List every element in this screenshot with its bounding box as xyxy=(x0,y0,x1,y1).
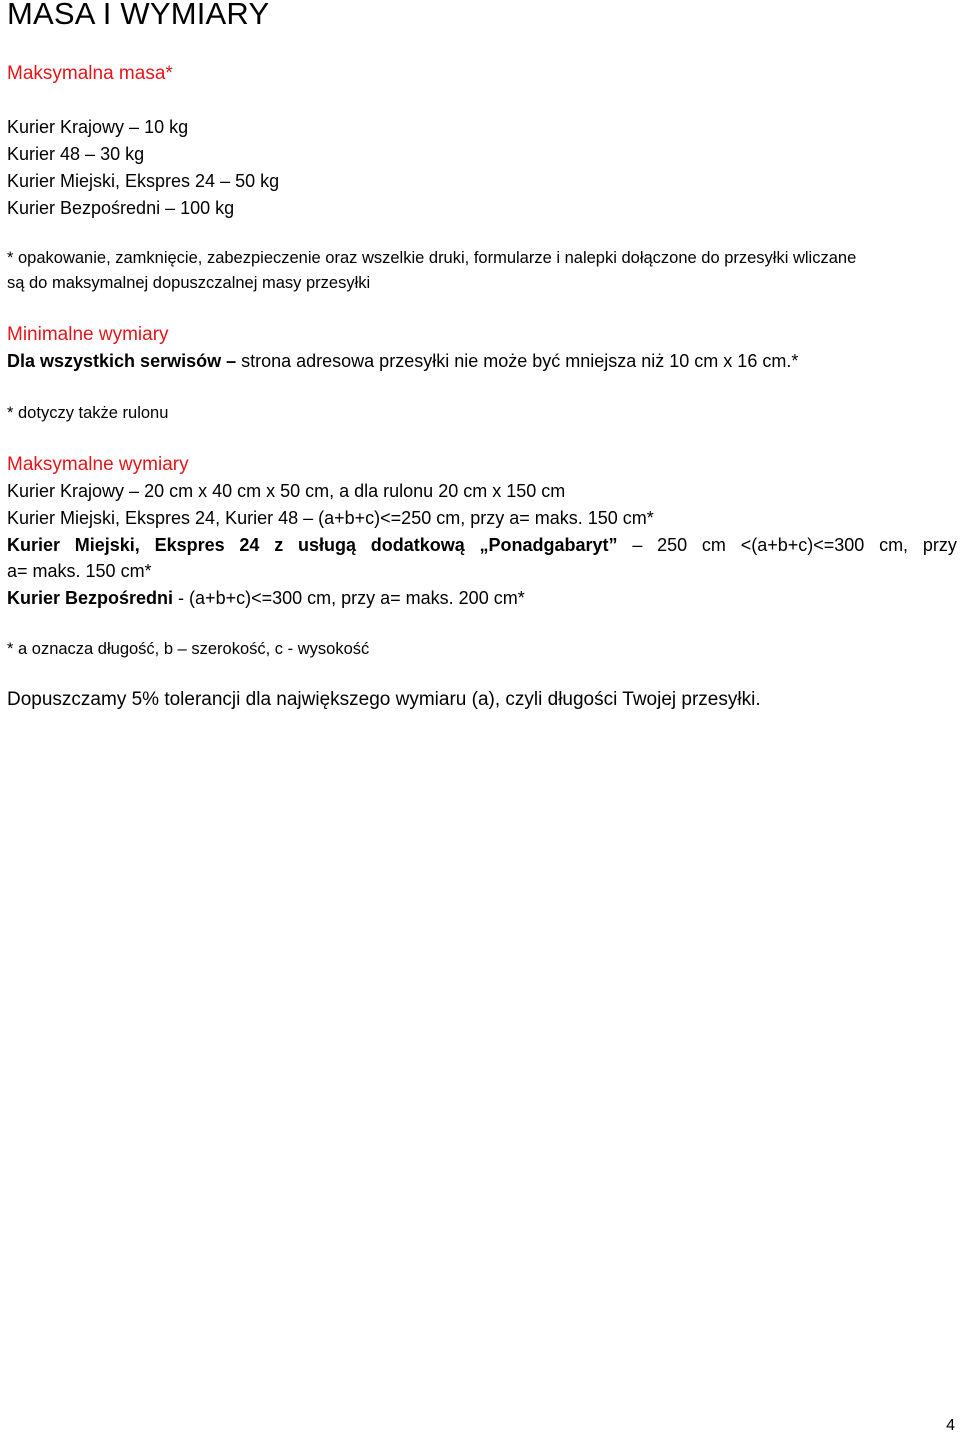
word: <(a+b+c)<=300 xyxy=(740,535,865,555)
word: 250 xyxy=(657,535,688,555)
word: dodatkową xyxy=(370,535,465,555)
mass-row-sep: – xyxy=(80,144,101,164)
max-dims-row xyxy=(7,478,565,504)
mass-row-sep: – xyxy=(215,171,236,191)
page-number: 4 xyxy=(946,1417,955,1434)
word: przy xyxy=(922,535,957,555)
mass-row-name: Kurier Krajowy xyxy=(7,117,125,137)
word: Kurier xyxy=(7,535,61,555)
min-dims-text: strona adresowa przesyłki nie może być mniejsza niż 10 cm x 16 cm.* xyxy=(241,351,799,371)
max-dims-row-sep: - xyxy=(173,588,190,608)
max-dims-row-name: Kurier Miejski, Ekspres 24, Kurier 48 xyxy=(7,508,299,528)
mass-row-value: 30 kg xyxy=(100,144,145,164)
min-dims-heading: Minimalne wymiary xyxy=(7,324,169,345)
word: cm, xyxy=(879,535,909,555)
max-dims-note: * a oznacza długość, b – szerokość, c - wysokość xyxy=(7,640,370,658)
mass-row-value: 50 kg xyxy=(235,171,280,191)
word: 24 xyxy=(239,535,260,555)
max-dims-row xyxy=(7,585,525,611)
max-dims-row-justified xyxy=(7,532,957,558)
max-dims-row-value: 20 cm x 40 cm x 50 cm, a dla rulonu 20 cm x 150 cm xyxy=(144,481,566,501)
word: usługą xyxy=(297,535,356,555)
mass-row-name: Kurier Miejski, Ekspres 24 xyxy=(7,171,216,191)
max-dims-row-value: (a+b+c)<=300 cm, przy a= maks. 200 cm* xyxy=(189,588,525,608)
word: Miejski, xyxy=(74,535,140,555)
mass-row-value: 10 kg xyxy=(144,117,189,137)
min-dims-sep: – xyxy=(221,351,242,371)
mass-row-value: 100 kg xyxy=(180,198,235,218)
mass-row-name: Kurier Bezpośredni xyxy=(7,198,161,218)
mass-row-sep: – xyxy=(124,117,145,137)
word: „Ponadgabaryt” xyxy=(479,535,618,555)
mass-note-line-2: są do maksymalnej dopuszczalnej masy przesyłki xyxy=(7,274,371,292)
min-dims-note: * dotyczy także rulonu xyxy=(7,404,169,422)
word: z xyxy=(274,535,284,555)
max-dims-row-name: Kurier Krajowy xyxy=(7,481,125,501)
min-dims-label: Dla wszystkich serwisów xyxy=(7,351,222,371)
max-dims-row xyxy=(7,505,654,531)
max-dims-row-continuation: a= maks. 150 cm* xyxy=(7,561,152,581)
mass-row-name: Kurier 48 xyxy=(7,144,81,164)
mass-row xyxy=(7,168,279,194)
mass-row-sep: – xyxy=(160,198,181,218)
word: cm xyxy=(701,535,726,555)
min-dims-row xyxy=(7,348,798,374)
mass-row xyxy=(7,141,144,167)
max-dims-row-name: Kurier Bezpośredni xyxy=(7,588,174,608)
max-dims-row-sep: – xyxy=(298,508,319,528)
mass-row xyxy=(7,114,188,140)
max-dims-heading: Maksymalne wymiary xyxy=(7,454,189,475)
page-title: MASA I WYMIARY xyxy=(7,0,270,31)
word: – xyxy=(632,535,643,555)
mass-note-line-1: * opakowanie, zamknięcie, zabezpieczenie oraz wszelkie druki, formularze i nalepki dołączone do przesyłki wliczane xyxy=(7,249,857,267)
max-dims-row-sep: – xyxy=(124,481,145,501)
max-dims-row-value: (a+b+c)<=250 cm, przy a= maks. 150 cm* xyxy=(318,508,654,528)
word: Ekspres xyxy=(154,535,225,555)
mass-heading: Maksymalna masa* xyxy=(7,63,173,84)
tolerance-text: Dopuszczamy 5% tolerancji dla największego wymiaru (a), czyli długości Twojej przesyłki. xyxy=(7,689,761,710)
mass-row xyxy=(7,195,234,221)
